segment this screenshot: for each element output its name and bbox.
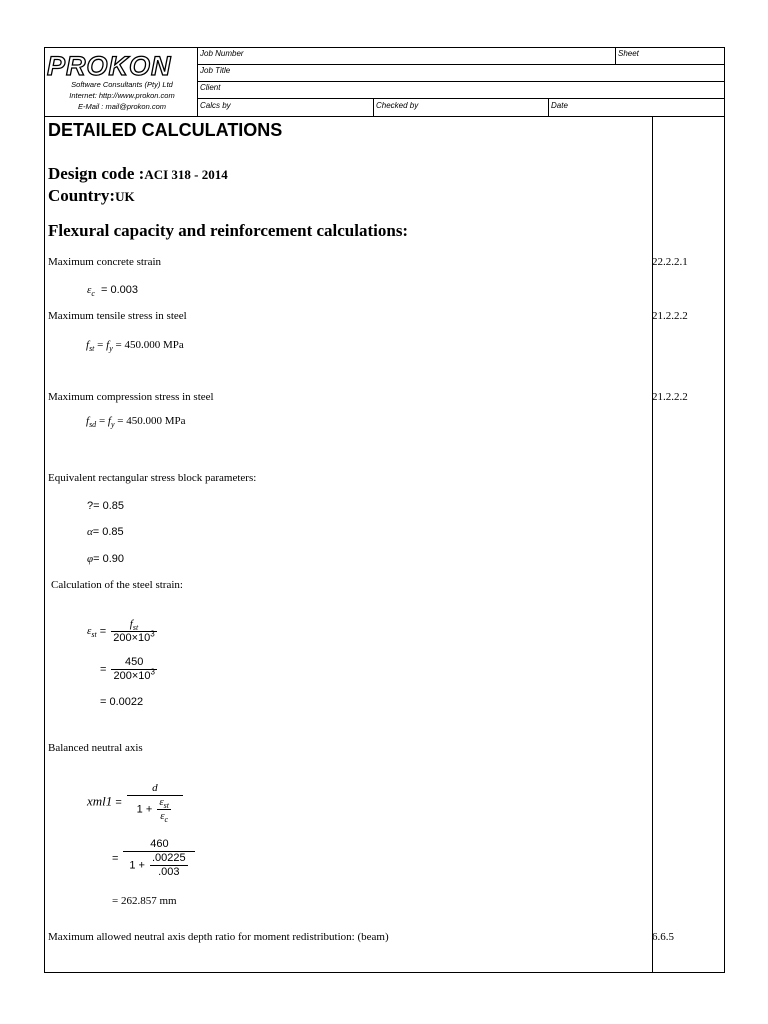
steel-exp-1: 3 bbox=[150, 629, 155, 639]
prokon-logo: PROKON bbox=[47, 51, 172, 81]
design-code bbox=[48, 163, 228, 186]
stress-block-text: Equivalent rectangular stress block parameters: bbox=[48, 472, 257, 484]
section-heading: Flexural capacity and reinforcement calculations: bbox=[48, 221, 409, 240]
tensile-stress-value: = 450.000 MPa bbox=[115, 339, 184, 351]
xml-result: = 262.857 mm bbox=[112, 895, 177, 907]
steel-strain-text: Calculation of the steel strain: bbox=[51, 579, 183, 591]
company-email: E-Mail : mail@prokon.com bbox=[77, 102, 167, 111]
checked-by-label: Checked by bbox=[376, 101, 419, 110]
country-label: Country: bbox=[48, 186, 116, 205]
country-value: UK bbox=[115, 189, 135, 204]
xml-inner-frac-2 bbox=[150, 852, 188, 879]
company-internet: Internet: http://www.prokon.com bbox=[69, 91, 175, 100]
client-label: Client bbox=[200, 83, 221, 92]
steel-den-1: 200×10 bbox=[113, 632, 151, 644]
page-title: DETAILED CALCULATIONS bbox=[48, 120, 283, 140]
xml-eq-2: = 460 1 + $\frac{.00225}{.003}$ bbox=[112, 838, 197, 879]
xml-frac-1: d 1 + $\frac{\varepsilon_{st}}{\varepsilon_c}$ bbox=[127, 782, 183, 823]
country bbox=[48, 185, 135, 208]
max-ratio-ref: 6.6.5 bbox=[652, 931, 674, 943]
xml-inner-frac: $\frac{\varepsilon_{st}}{\varepsilon_c}$ bbox=[159, 796, 169, 825]
calcs-by-label: Calcs by bbox=[200, 101, 231, 110]
xml-eq-1: xml1 = d 1 + $\frac{\varepsilon_{st}}{\varepsilon_c}$ bbox=[87, 782, 185, 823]
beta-eq: ?= 0.85 bbox=[87, 500, 125, 512]
xml-d: d bbox=[152, 782, 158, 794]
phi-eq: φ= 0.90 bbox=[87, 553, 124, 565]
steel-strain-eq-2: = $\frac{450}{200\times 10^3}$ bbox=[100, 656, 155, 682]
xml-frac-den: .003 bbox=[158, 866, 180, 878]
xml-num-2: 460 bbox=[123, 838, 195, 852]
tensile-stress-eq: $f_{st} = f_y = 450.000$ MPa bbox=[86, 339, 184, 354]
xml-label: xml bbox=[87, 793, 106, 809]
steel-strain-eq-1: $\varepsilon_{st}$ = $\frac{f_{st}}{200\times 10^3}$ bbox=[87, 618, 155, 644]
tensile-stress-text: Maximum tensile stress in steel bbox=[48, 310, 187, 322]
steel-strain-frac-2 bbox=[111, 656, 156, 683]
tensile-stress-ref: 21.2.2.2 bbox=[652, 310, 688, 322]
steel-strain-frac-1: $\frac{f_{st}}{200\times 10^3}$ bbox=[113, 618, 155, 644]
max-ratio-text: Maximum allowed neutral axis depth ratio for moment redistribution: (beam) bbox=[48, 931, 389, 943]
steel-den-2: 200×10 bbox=[113, 670, 151, 682]
compression-stress-value: = 450.000 MPa bbox=[117, 415, 186, 427]
compression-stress-eq: $f_{sd} = f_y = 450.000$ MPa bbox=[86, 415, 186, 430]
sheet-label: Sheet bbox=[618, 49, 639, 58]
design-code-value: ACI 318 - 2014 bbox=[144, 167, 228, 182]
design-code-label: Design code : bbox=[48, 164, 145, 183]
balanced-axis-text: Balanced neutral axis bbox=[48, 742, 143, 754]
compression-stress-ref: 21.2.2.2 bbox=[652, 391, 688, 403]
job-title-label: Job Title bbox=[200, 66, 231, 75]
xml-frac-num: .00225 bbox=[151, 852, 186, 864]
concrete-strain-ref: 22.2.2.1 bbox=[652, 256, 688, 268]
alpha-eq: α= 0.85 bbox=[87, 526, 124, 538]
concrete-strain-value: = 0.003 bbox=[101, 284, 139, 296]
xml-frac-2: 460 1 + $\frac{.00225}{.003}$ bbox=[123, 838, 195, 879]
date-label: Date bbox=[551, 101, 568, 110]
compression-stress-text: Maximum compression stress in steel bbox=[48, 391, 214, 403]
phi-value: = 0.90 bbox=[93, 553, 124, 565]
steel-num-2: 450 bbox=[111, 656, 156, 670]
concrete-strain-eq: $\varepsilon_c = 0.003$ bbox=[87, 284, 139, 299]
company-name: Software Consultants (Pty) Ltd bbox=[71, 80, 173, 89]
job-number-label: Job Number bbox=[200, 49, 244, 58]
concrete-strain-text: Maximum concrete strain bbox=[48, 256, 162, 268]
steel-strain-result: = 0.0022 bbox=[100, 696, 144, 708]
alpha-value: = 0.85 bbox=[92, 526, 124, 538]
steel-exp-2: 3 bbox=[150, 667, 155, 677]
